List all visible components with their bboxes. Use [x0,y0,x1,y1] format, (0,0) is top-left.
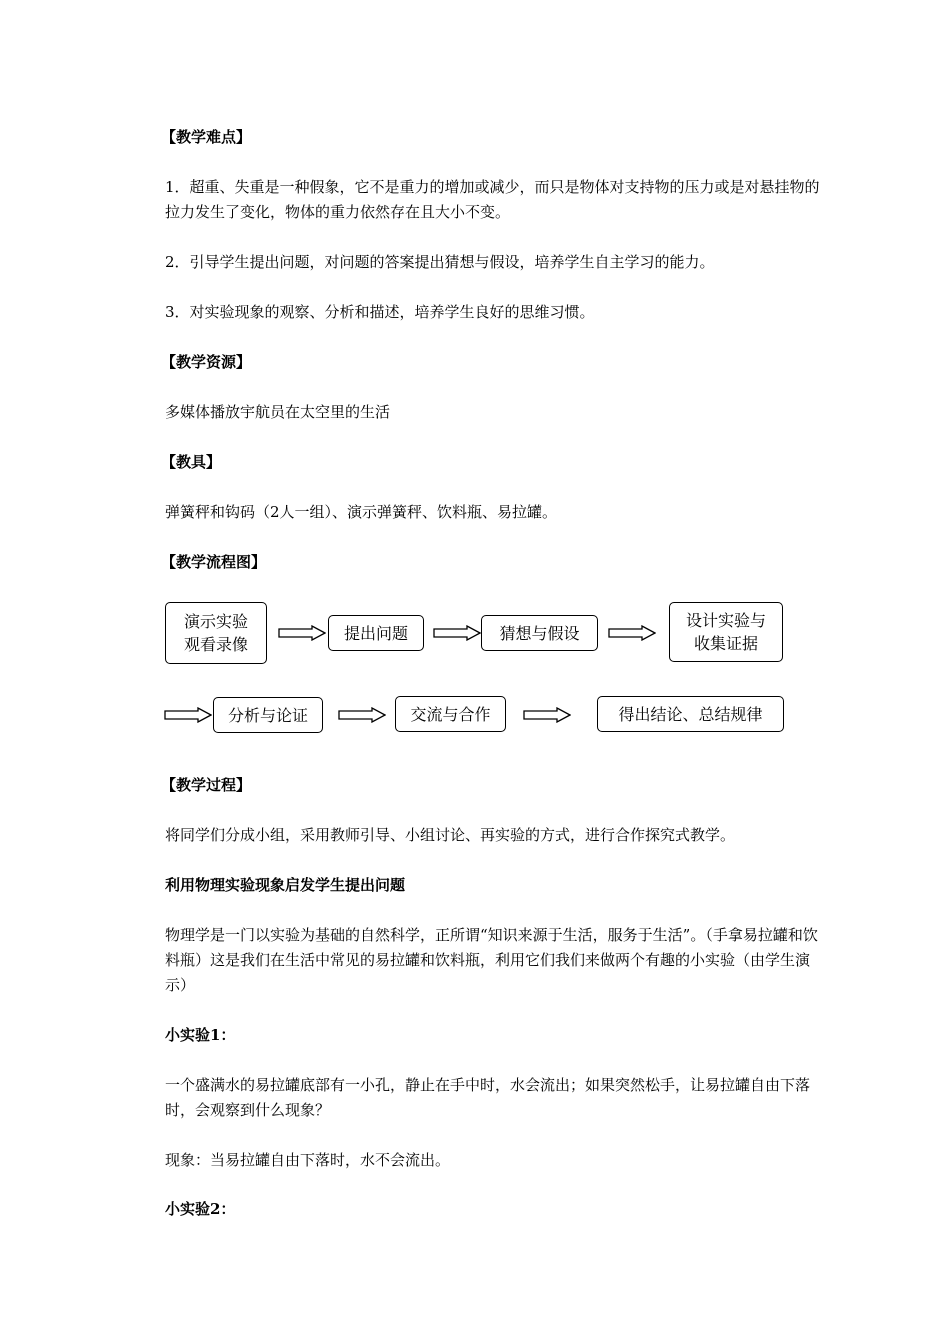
flowchart-heading: 【教学流程图】 [161,553,267,571]
intro-text: 物理学是一门以实验为基础的自然科学，正所谓“知识来源于生活，服务于生活”。（手拿易拉罐和饮料瓶）这是我们在生活中常见的易拉罐和饮料瓶，利用它们我们来做两个有趣的小实验（由学生演示） [165,926,818,994]
flow-arrow-3 [608,625,656,641]
resource-heading: 【教学资源】 [161,353,252,371]
difficulty-heading: 【教学难点】 [161,128,252,146]
flow-step-hypothesis: 猜想与假设 [481,615,598,651]
experiment-1-text: 一个盛满水的易拉罐底部有一小孔，静止在手中时，水会流出；如果突然松手，让易拉罐自由下落时，会观察到什么现象？ [165,1076,811,1119]
flow-arrow-5 [338,707,386,723]
experiment-1-phenomenon: 现象：当易拉罐自由下落时，水不会流出。 [165,1151,451,1169]
tools-text: 弹簧秤和钩码（2人一组）、演示弹簧秤、饮料瓶、易拉罐。 [165,503,558,521]
experiment-2-heading: 小实验2： [165,1200,236,1218]
experiment-1-heading: 小实验1： [165,1026,236,1044]
difficulty-item-2: 2．引导学生提出问题，对问题的答案提出猜想与假设，培养学生自主学习的能力。 [165,253,715,271]
flow-arrow-4 [164,707,212,723]
flow-step-communication: 交流与合作 [395,696,506,732]
flow-step-design-experiment: 设计实验与 收集证据 [669,602,783,662]
difficulty-item-1: 1．超重、失重是一种假象，它不是重力的增加或减少，而只是物体对支持物的压力或是对悬挂物的拉力发生了变化，物体的重力依然存在且大小不变。 [165,178,820,221]
sub-heading: 利用物理实验现象启发学生提出问题 [165,876,406,894]
tools-heading: 【教具】 [161,453,222,471]
flow-step-analysis: 分析与论证 [213,697,323,733]
flow-step-conclusion: 得出结论、总结规律 [597,696,784,732]
process-text: 将同学们分成小组，采用教师引导、小组讨论、再实验的方式，进行合作探究式教学。 [165,826,736,844]
process-heading: 【教学过程】 [161,776,252,794]
teaching-flowchart [160,595,790,740]
difficulty-item-3: 3．对实验现象的观察、分析和描述，培养学生良好的思维习惯。 [165,303,595,321]
flow-arrow-1 [278,625,326,641]
flow-arrow-2 [433,625,481,641]
flow-arrow-6 [523,707,571,723]
resource-text: 多媒体播放宇航员在太空里的生活 [165,403,391,421]
flow-step-demo: 演示实验 观看录像 [165,602,267,664]
flow-step-question: 提出问题 [328,615,424,651]
